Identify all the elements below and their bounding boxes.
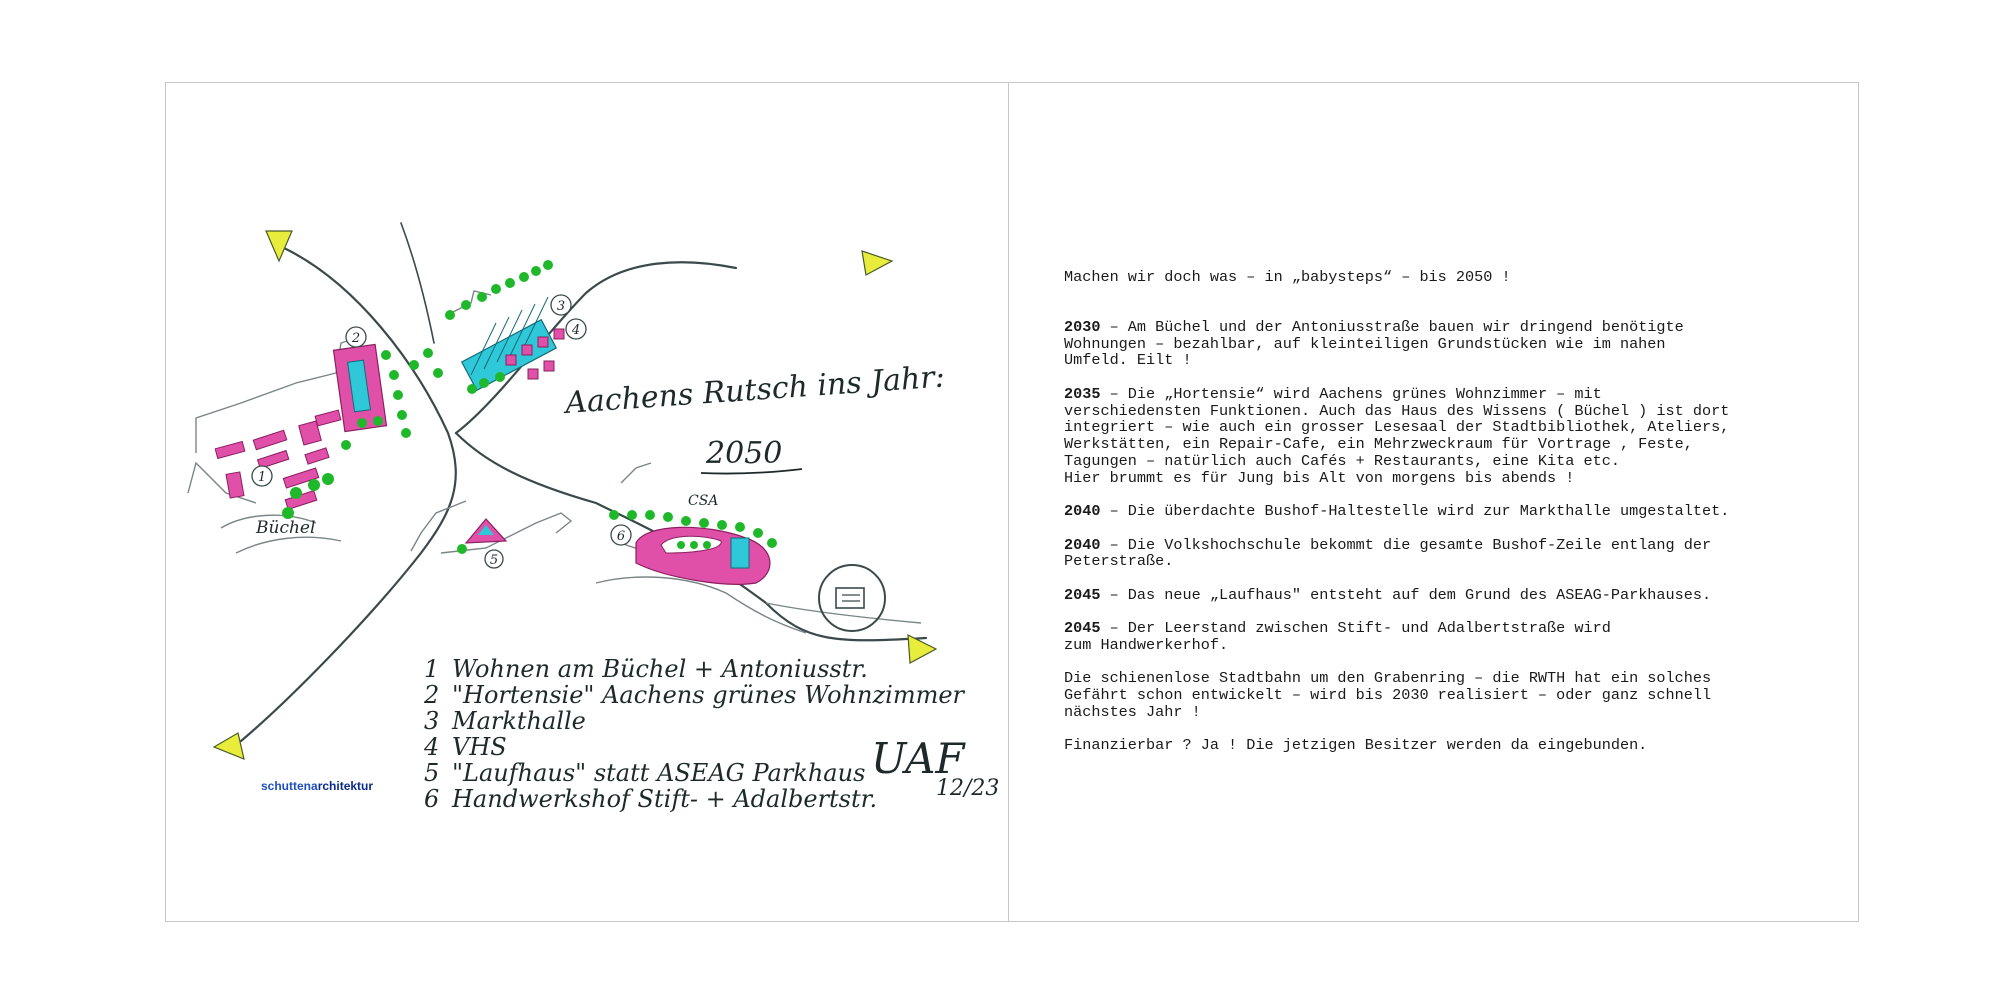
legend-num-6: 6 — [424, 785, 440, 813]
entry-body: – Das neue „Laufhaus" entsteht auf dem Grund des ASEAG-Parkhauses. — [1100, 585, 1712, 604]
logo-part-1: schuttena — [261, 779, 318, 793]
legend-num-1: 1 — [424, 655, 440, 683]
marker-2: 2 — [351, 331, 361, 346]
paragraph-finance: Finanzierbar ? Ja ! Die jetzigen Besitzer werden da eingebunden. — [1064, 736, 1648, 755]
entry-body: – Die „Hortensie“ wird Aachens grünes Wohnzimmer – mit verschiedensten Funktionen. Auch das Haus des Wissens ( Büchel ) ist dort integriert – wie auch ein grosser Lesesaal der Stadtbibliothek, Ateliers, Werkstätten, ein Repair-Cafe, ein Mehrzweckraum für Vortrage , Feste, Tagungen – natürlich auch Cafés + Restaurants, eine Kita etc. Hier brummt es für Jung bis Alt von morgens bis abends ! — [1064, 384, 1730, 487]
entry-year: 2030 — [1064, 317, 1101, 336]
legend-text-5: "Laufhaus" statt ASEAG Parkhaus — [452, 759, 866, 787]
signature: UAF — [871, 734, 965, 783]
legend-text-3: Markthalle — [452, 707, 586, 735]
urban-sketch — [166, 83, 1009, 921]
marker-4: 4 — [571, 323, 581, 338]
marker-3: 3 — [556, 299, 566, 314]
entry-year: 2040 — [1064, 535, 1101, 554]
street-outlines — [188, 291, 921, 633]
entry-2045-a — [1064, 587, 1854, 604]
entry-body: – Die überdachte Bushof-Haltestelle wird zur Markthalle umgestaltet. — [1100, 502, 1730, 521]
marker-5: 5 — [489, 553, 499, 568]
legend-text-4: VHS — [452, 733, 507, 761]
marker-1: 1 — [257, 470, 267, 485]
entry-year: 2045 — [1064, 585, 1101, 604]
entry-body: – Der Leerstand zwischen Stift- und Adalbertstraße wird zum Handwerkerhof. — [1064, 619, 1611, 654]
logo-part-2: rchitektur — [317, 779, 374, 793]
entry-body: – Die Volkshochschule bekommt die gesamte Bushof-Zeile entlang der Peterstraße. — [1064, 535, 1712, 571]
entry-body: – Am Büchel und der Antoniusstraße bauen wir dringend benötigte Wohnungen – bezahlbar, auf kleinteiligen Grundstücken wie im nahen Umfeld. Eilt ! — [1064, 317, 1684, 370]
architect-logo — [261, 779, 373, 793]
legend-num-5: 5 — [424, 759, 440, 787]
label-csa: CSA — [688, 493, 719, 509]
legend-text-6: Handwerkshof Stift- + Adalbertstr. — [452, 785, 878, 813]
entry-2040-a — [1064, 503, 1854, 520]
sketch-page — [166, 83, 1009, 921]
document-spread — [165, 82, 1859, 922]
roundabout — [819, 565, 885, 631]
sketch-year: 2050 — [706, 436, 783, 471]
buildings-area-1 — [215, 410, 341, 509]
entry-year: 2045 — [1064, 619, 1101, 638]
label-buechel: Büchel — [256, 518, 316, 538]
sketch-title: Aachens Rutsch ins Jahr: — [564, 359, 946, 421]
signature-date: 12/23 — [936, 776, 1000, 801]
legend-num-4: 4 — [424, 733, 440, 761]
legend-num-3: 3 — [424, 707, 440, 735]
legend-num-2: 2 — [424, 681, 440, 709]
entry-2045-b — [1064, 620, 1854, 654]
paragraph-rail: Die schienenlose Stadtbahn um den Grabenring – die RWTH hat ein solches Gefährt schon entwickelt – wird bis 2030 realisiert – oder ganz schnell nächstes Jahr ! — [1064, 669, 1712, 721]
entry-year: 2040 — [1064, 502, 1101, 521]
text-block — [1064, 269, 1854, 771]
intro-line: Machen wir doch was – in „babysteps“ – bis 2050 ! — [1064, 268, 1511, 286]
entry-2040-b — [1064, 537, 1854, 571]
legend-text-1: Wohnen am Büchel + Antoniusstr. — [452, 655, 868, 683]
entry-year: 2035 — [1064, 384, 1101, 403]
entry-2030 — [1064, 319, 1854, 369]
legend-text-2: "Hortensie" Aachens grünes Wohnzimmer — [452, 681, 965, 709]
text-page — [1009, 83, 1858, 921]
marker-6: 6 — [616, 529, 626, 544]
entry-2035 — [1064, 386, 1854, 487]
markthalle-block — [423, 260, 564, 394]
